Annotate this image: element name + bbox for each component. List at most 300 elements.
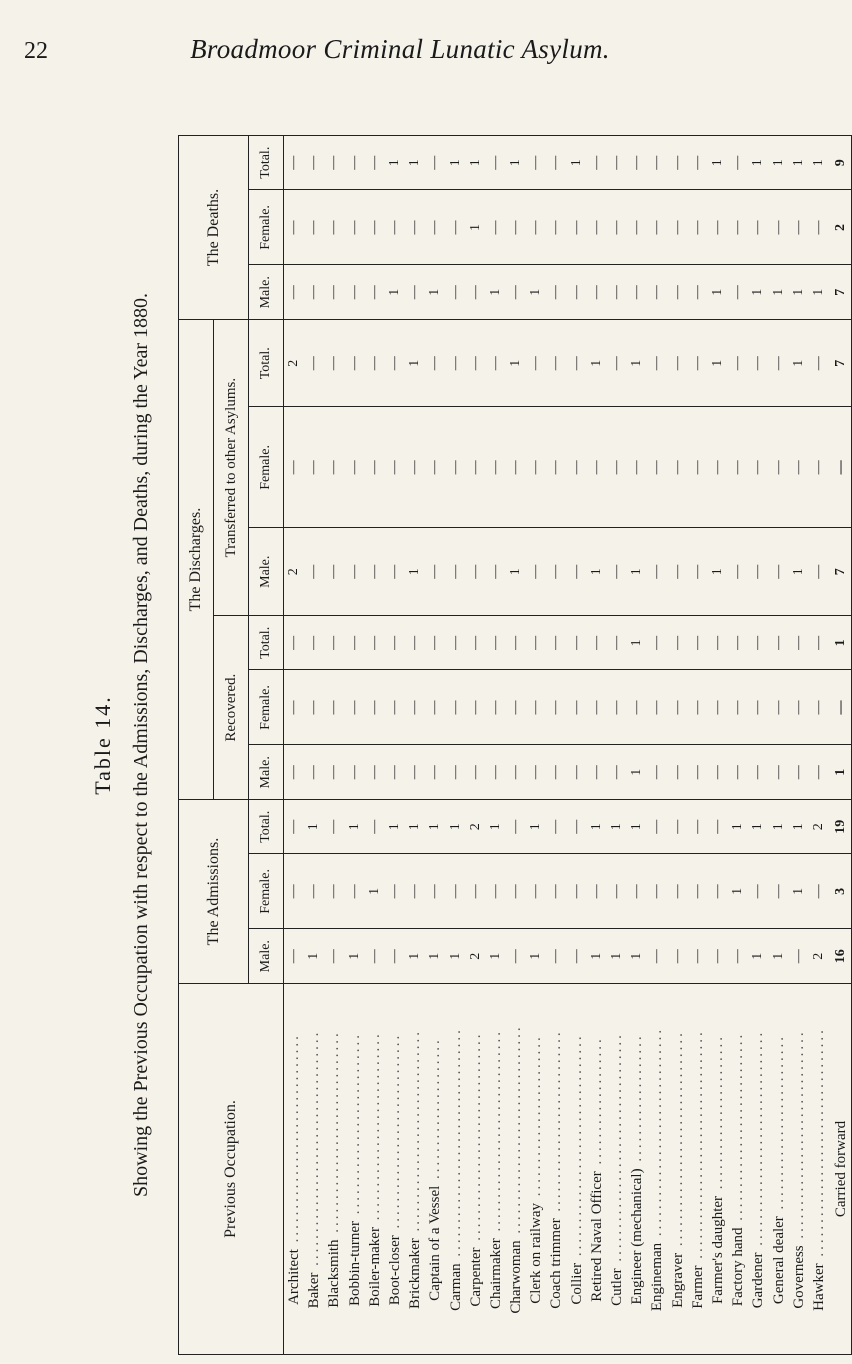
table-cell: — — [568, 884, 584, 899]
table-cell: — — [407, 765, 423, 780]
table-cell: — — [407, 460, 423, 475]
table-cell: — — [346, 635, 362, 650]
occupation-name: Blacksmith — [326, 1239, 343, 1308]
table-cell: — — [548, 949, 564, 964]
table-cell: 1 — [508, 568, 524, 576]
table-cell: — — [770, 884, 786, 899]
table-cell: — — [649, 949, 665, 964]
table-cell: — — [326, 155, 342, 170]
table-cell: — — [528, 700, 544, 715]
table-cell: 1 — [588, 568, 604, 576]
table-cell: — — [669, 884, 685, 899]
subtitle-part: , — [130, 663, 152, 674]
table-cell: — — [427, 220, 443, 235]
table-cell: — — [649, 884, 665, 899]
leader-dots: ............................... — [508, 1024, 525, 1241]
table-cell: — — [770, 700, 786, 715]
occupation-row — [708, 984, 728, 1354]
table-cell: 1 — [407, 823, 423, 831]
table-cell: — — [689, 460, 705, 475]
occupation-name: Bobbin-turner — [346, 1221, 363, 1306]
table-cell: — — [427, 884, 443, 899]
table-cell: — — [709, 765, 725, 780]
table-cell: — — [750, 884, 766, 899]
occupation-row — [587, 984, 607, 1354]
table-cell: — — [407, 700, 423, 715]
table-cell: — — [508, 220, 524, 235]
table-cell: — — [548, 285, 564, 300]
occupation-row — [668, 984, 688, 1354]
occupation-row — [627, 984, 647, 1354]
leader-dots: .................................. — [609, 1032, 625, 1269]
table-cell: — — [588, 155, 604, 170]
table-cell: — — [447, 356, 463, 371]
table-cell: — — [528, 155, 544, 170]
table-cell: 1 — [487, 288, 503, 296]
table-cell: 1 — [770, 952, 786, 960]
subtitle-part: , during the Year 1880. — [130, 293, 152, 476]
table-cell: — — [609, 155, 624, 170]
table-cell: — — [750, 460, 766, 475]
leader-dots: .............................. — [326, 1030, 343, 1240]
leader-dots: .............................. — [487, 1028, 504, 1239]
table-cell: — — [810, 635, 826, 650]
carried-forward-value: 3 — [833, 887, 849, 895]
table-cell: 1 — [629, 359, 645, 367]
table-cell: — — [467, 285, 483, 300]
occupation-name: Coach trimmer — [548, 1218, 565, 1309]
occupation-row — [728, 984, 748, 1354]
table-cell: 1 — [447, 159, 463, 167]
table-cell: — — [528, 356, 544, 371]
table-cell: — — [568, 700, 584, 715]
table-cell: — — [588, 765, 604, 780]
table-cell: — — [366, 220, 382, 235]
table-cell: — — [447, 460, 463, 475]
table-cell: — — [649, 460, 665, 475]
table-cell: — — [750, 700, 766, 715]
occupation-row — [385, 984, 405, 1354]
table-cell: — — [306, 884, 322, 899]
table-cell: — — [689, 285, 705, 300]
table-cell: 1 — [709, 568, 725, 576]
occupation-row — [748, 984, 768, 1354]
table-cell: — — [689, 700, 705, 715]
occupation-name: Farmer — [689, 1265, 706, 1309]
table-cell: — — [709, 220, 725, 235]
table-cell: — — [286, 700, 301, 715]
table-cell: 2 — [810, 823, 826, 831]
col-male: Male. — [249, 929, 284, 984]
table-cell: — — [669, 700, 685, 715]
table-cell: — — [669, 635, 685, 650]
table-cell: — — [508, 460, 524, 475]
table-cell: — — [508, 765, 524, 780]
table-cell: — — [750, 635, 766, 650]
column-recovered-male — [284, 745, 852, 800]
header-transferred: Transferred to other Asylums. — [214, 320, 249, 616]
table-cell: — — [548, 700, 564, 715]
table-cell: — — [770, 564, 786, 579]
table-cell: — — [770, 635, 786, 650]
table-cell: — — [790, 949, 806, 964]
occupation-row — [405, 984, 425, 1354]
table-cell: — — [326, 285, 342, 300]
table-cell: — — [730, 155, 746, 170]
occupation-row — [769, 984, 789, 1354]
table-cell: 1 — [306, 952, 322, 960]
table-cell: 1 — [407, 568, 423, 576]
occupation-row — [324, 984, 344, 1354]
occupation-row — [688, 984, 708, 1354]
occupation-name: Cutler — [609, 1268, 625, 1306]
header-occupation: Previous Occupation. — [179, 984, 284, 1355]
table-cell: — — [447, 765, 463, 780]
table-cell: — — [810, 564, 826, 579]
table-cell: — — [407, 635, 423, 650]
table-cell: — — [568, 356, 584, 371]
table-cell: — — [609, 700, 624, 715]
occupation-name: Boiler-maker — [366, 1227, 383, 1307]
occupation-name: Retired Naval Officer — [588, 1171, 605, 1302]
table-cell: — — [770, 460, 786, 475]
table-cell: — — [730, 460, 746, 475]
table-cell: — — [386, 460, 402, 475]
table-cell: — — [286, 460, 301, 475]
column-transferred-total — [284, 320, 852, 407]
table-cell: — — [528, 564, 544, 579]
occupation-row — [345, 984, 365, 1354]
table-cell: — — [689, 220, 705, 235]
subtitle-part: Admissions — [130, 673, 152, 769]
table-cell: 1 — [790, 887, 806, 895]
table-cell: — — [467, 564, 483, 579]
occupation-row — [567, 984, 587, 1354]
table-cell: — — [548, 564, 564, 579]
table-cell: — — [568, 285, 584, 300]
occupation-row — [446, 984, 466, 1354]
leader-dots: .................................. — [810, 1027, 827, 1264]
table-cell: — — [528, 220, 544, 235]
table-cell: — — [770, 356, 786, 371]
col-total: Total. — [249, 320, 284, 407]
table-cell: — — [366, 285, 382, 300]
table-cell: 1 — [790, 359, 806, 367]
table-cell: — — [568, 460, 584, 475]
table-cell: 2 — [810, 952, 826, 960]
column-recovered-total — [284, 616, 852, 670]
table-cell: 1 — [508, 359, 524, 367]
occupation-name: Boot-closer — [386, 1235, 403, 1306]
leader-dots: ............................. — [386, 1032, 403, 1236]
table-cell: — — [609, 884, 624, 899]
occupation-name: Engraver — [669, 1252, 686, 1308]
table-cell: 1 — [750, 159, 766, 167]
col-total: Total. — [249, 136, 284, 190]
table-cell: 1 — [629, 639, 645, 647]
table-cell: — — [306, 220, 322, 235]
occupation-row — [809, 984, 829, 1354]
leader-dots: ................................. — [568, 1033, 585, 1263]
column-recovered-female — [284, 670, 852, 745]
table-cell: — — [346, 460, 362, 475]
table-cell: — — [346, 285, 362, 300]
table-cell: — — [609, 564, 624, 579]
table-cell: 2 — [286, 568, 301, 576]
table-cell: 1 — [508, 159, 524, 167]
table-cell: — — [386, 356, 402, 371]
table-cell: 2 — [286, 359, 301, 367]
carried-forward-value: — — [833, 460, 849, 475]
table-cell: — — [790, 635, 806, 650]
table-cell: — — [306, 155, 322, 170]
table-cell: — — [649, 635, 665, 650]
subtitle-part: Deaths — [130, 475, 152, 532]
table-cell: 1 — [629, 823, 645, 831]
occupation-row — [607, 984, 627, 1354]
table-cell: — — [629, 460, 645, 475]
table-cell: — — [427, 564, 443, 579]
table-cell: — — [528, 460, 544, 475]
table-cell: 1 — [629, 768, 645, 776]
table-cell: — — [386, 765, 402, 780]
table-cell: — — [326, 700, 342, 715]
occupation-table — [178, 135, 852, 1355]
table-cell: — — [709, 884, 725, 899]
leader-dots: ........................... — [548, 1029, 565, 1219]
table-cell: 1 — [427, 288, 443, 296]
table-cell: — — [730, 635, 746, 650]
subtitle-part: Discharges — [130, 575, 152, 664]
table-cell: — — [487, 700, 503, 715]
table-cell: 1 — [770, 288, 786, 296]
table-cell: — — [548, 460, 564, 475]
table-cell: — — [669, 765, 685, 780]
table-cell: — — [609, 285, 624, 300]
table-cell: — — [730, 564, 746, 579]
table-cell: 1 — [407, 159, 423, 167]
table-cell: — — [326, 765, 342, 780]
occupation-row — [466, 984, 486, 1354]
table-cell: — — [709, 819, 725, 834]
occupation-name: Chairmaker — [487, 1238, 504, 1310]
table-cell: 1 — [528, 288, 544, 296]
carried-forward-value: 1 — [833, 639, 849, 647]
table-cell: — — [286, 155, 301, 170]
table-cell: — — [669, 356, 685, 371]
table-cell: — — [790, 765, 806, 780]
table-cell: — — [750, 765, 766, 780]
table-cell: — — [689, 155, 705, 170]
table-cell: — — [528, 765, 544, 780]
occupation-name: Engineer (mechanical) — [629, 1168, 646, 1305]
table-cell: — — [810, 460, 826, 475]
table-cell: 1 — [588, 952, 604, 960]
table-cell: 1 — [709, 159, 725, 167]
table-cell: — — [286, 285, 301, 300]
table-cell: — — [366, 819, 382, 834]
carried-forward-value: 16 — [833, 949, 849, 964]
subtitle-part: , and — [130, 531, 152, 576]
table-cell: — — [386, 884, 402, 899]
leader-dots: ............................ — [366, 1031, 383, 1228]
table-cell: — — [326, 884, 342, 899]
table-cell: — — [548, 356, 564, 371]
table-cell: — — [467, 460, 483, 475]
table-cell: — — [326, 949, 342, 964]
table-cell: — — [467, 356, 483, 371]
table-cell: — — [629, 884, 645, 899]
leader-dots: ............................... — [467, 1031, 484, 1248]
header-recovered: Recovered. — [214, 616, 249, 800]
table-cell: — — [709, 700, 725, 715]
carried-forward-value: — — [833, 700, 849, 715]
leader-dots: .............................. — [407, 1028, 424, 1239]
table-cell: — — [790, 700, 806, 715]
table-cell: — — [750, 220, 766, 235]
occupation-row — [647, 984, 667, 1354]
leader-dots: ............................... — [649, 1026, 666, 1243]
occupation-name: Baker — [306, 1272, 323, 1309]
table-cell: — — [407, 884, 423, 899]
occupation-row — [425, 984, 445, 1354]
table-cell: — — [306, 285, 322, 300]
table-cell: — — [366, 765, 382, 780]
occupation-name: Farmer's daughter — [709, 1195, 726, 1305]
carried-forward-value: 7 — [833, 359, 849, 367]
table-cell: — — [568, 819, 584, 834]
table-cell: — — [447, 884, 463, 899]
table-cell: — — [508, 949, 524, 964]
table-cell: — — [487, 220, 503, 235]
table-cell: — — [750, 564, 766, 579]
occupation-row — [304, 984, 324, 1354]
table-cell: — — [366, 155, 382, 170]
table-cell: — — [286, 819, 301, 834]
leader-dots: .................................. — [447, 1027, 464, 1264]
table-cell: — — [770, 220, 786, 235]
occupation-name: General dealer — [770, 1216, 787, 1305]
occupation-list — [284, 984, 852, 1355]
table-cell: — — [326, 460, 342, 475]
table-cell: — — [629, 700, 645, 715]
subtitle-part: Showing the — [130, 1091, 152, 1197]
occupation-row — [506, 984, 526, 1354]
table-cell: — — [326, 356, 342, 371]
leader-dots: ................... — [588, 1036, 605, 1172]
table-cell: 1 — [467, 223, 483, 231]
col-male: Male. — [249, 745, 284, 800]
table-cell: 1 — [467, 159, 483, 167]
table-cell: 1 — [427, 952, 443, 960]
table-cell: — — [447, 285, 463, 300]
table-cell: — — [629, 155, 645, 170]
table-cell: — — [447, 564, 463, 579]
table-cell: 1 — [709, 359, 725, 367]
leader-dots: ................................ — [669, 1030, 686, 1253]
table-cell: — — [810, 356, 826, 371]
table-cell: 1 — [568, 159, 584, 167]
column-deaths-female — [284, 190, 852, 265]
table-cell: — — [669, 460, 685, 475]
col-total: Total. — [249, 616, 284, 670]
table-cell: 1 — [750, 823, 766, 831]
table-cell: — — [689, 819, 705, 834]
table-cell: — — [467, 884, 483, 899]
table-cell: — — [548, 765, 564, 780]
col-female: Female. — [249, 190, 284, 265]
leader-dots: ........................... — [346, 1032, 363, 1222]
table-cell: — — [508, 285, 524, 300]
table-cell: — — [730, 285, 746, 300]
table-cell: — — [467, 700, 483, 715]
table-cell: — — [447, 635, 463, 650]
table-cell: 1 — [588, 359, 604, 367]
table-cell: — — [386, 564, 402, 579]
carried-forward-value: 2 — [833, 223, 849, 231]
occupation-row — [789, 984, 809, 1354]
table-cell: — — [568, 220, 584, 235]
table-cell: — — [366, 635, 382, 650]
table-cell: — — [568, 564, 584, 579]
table-cell: — — [730, 356, 746, 371]
table-cell: — — [326, 819, 342, 834]
table-cell: — — [568, 949, 584, 964]
table-cell: — — [346, 700, 362, 715]
table-cell: — — [609, 635, 624, 650]
column-admissions-male — [284, 929, 852, 984]
table-cell: — — [790, 220, 806, 235]
table-cell: — — [427, 635, 443, 650]
table-cell: — — [386, 220, 402, 235]
table-cell: — — [588, 220, 604, 235]
table-cell: — — [810, 700, 826, 715]
table-cell: — — [427, 700, 443, 715]
table-cell: 1 — [346, 952, 362, 960]
table-cell: 1 — [770, 823, 786, 831]
table-cell: — — [427, 155, 443, 170]
column-transferred-male — [284, 528, 852, 616]
table-cell: 1 — [588, 823, 604, 831]
header-admissions: The Admissions. — [179, 800, 249, 984]
table-cell: 1 — [730, 823, 746, 831]
table-cell: — — [366, 949, 382, 964]
table-cell: 1 — [609, 823, 624, 831]
occupation-row — [365, 984, 385, 1354]
table-cell: — — [669, 285, 685, 300]
table-cell: — — [386, 949, 402, 964]
table-cell: 1 — [386, 823, 402, 831]
column-transferred-female — [284, 407, 852, 528]
leader-dots: ................................... — [306, 1029, 323, 1273]
column-deaths-male — [284, 265, 852, 320]
page-number: 22 — [24, 38, 48, 64]
table-cell: — — [649, 155, 665, 170]
occupation-name: Engineman — [649, 1242, 666, 1312]
table-cell: — — [487, 635, 503, 650]
table-cell: — — [730, 700, 746, 715]
table-cell: — — [467, 765, 483, 780]
table-cell: 1 — [730, 887, 746, 895]
table-cell: — — [326, 635, 342, 650]
carried-forward-value: 7 — [833, 568, 849, 576]
occupation-name: Carpenter — [467, 1247, 484, 1307]
occupation-name: Hawker — [810, 1263, 827, 1311]
table-cell: — — [689, 949, 705, 964]
table-cell: — — [588, 884, 604, 899]
table-cell: 1 — [386, 159, 402, 167]
occupation-name: Charwoman — [508, 1240, 525, 1314]
